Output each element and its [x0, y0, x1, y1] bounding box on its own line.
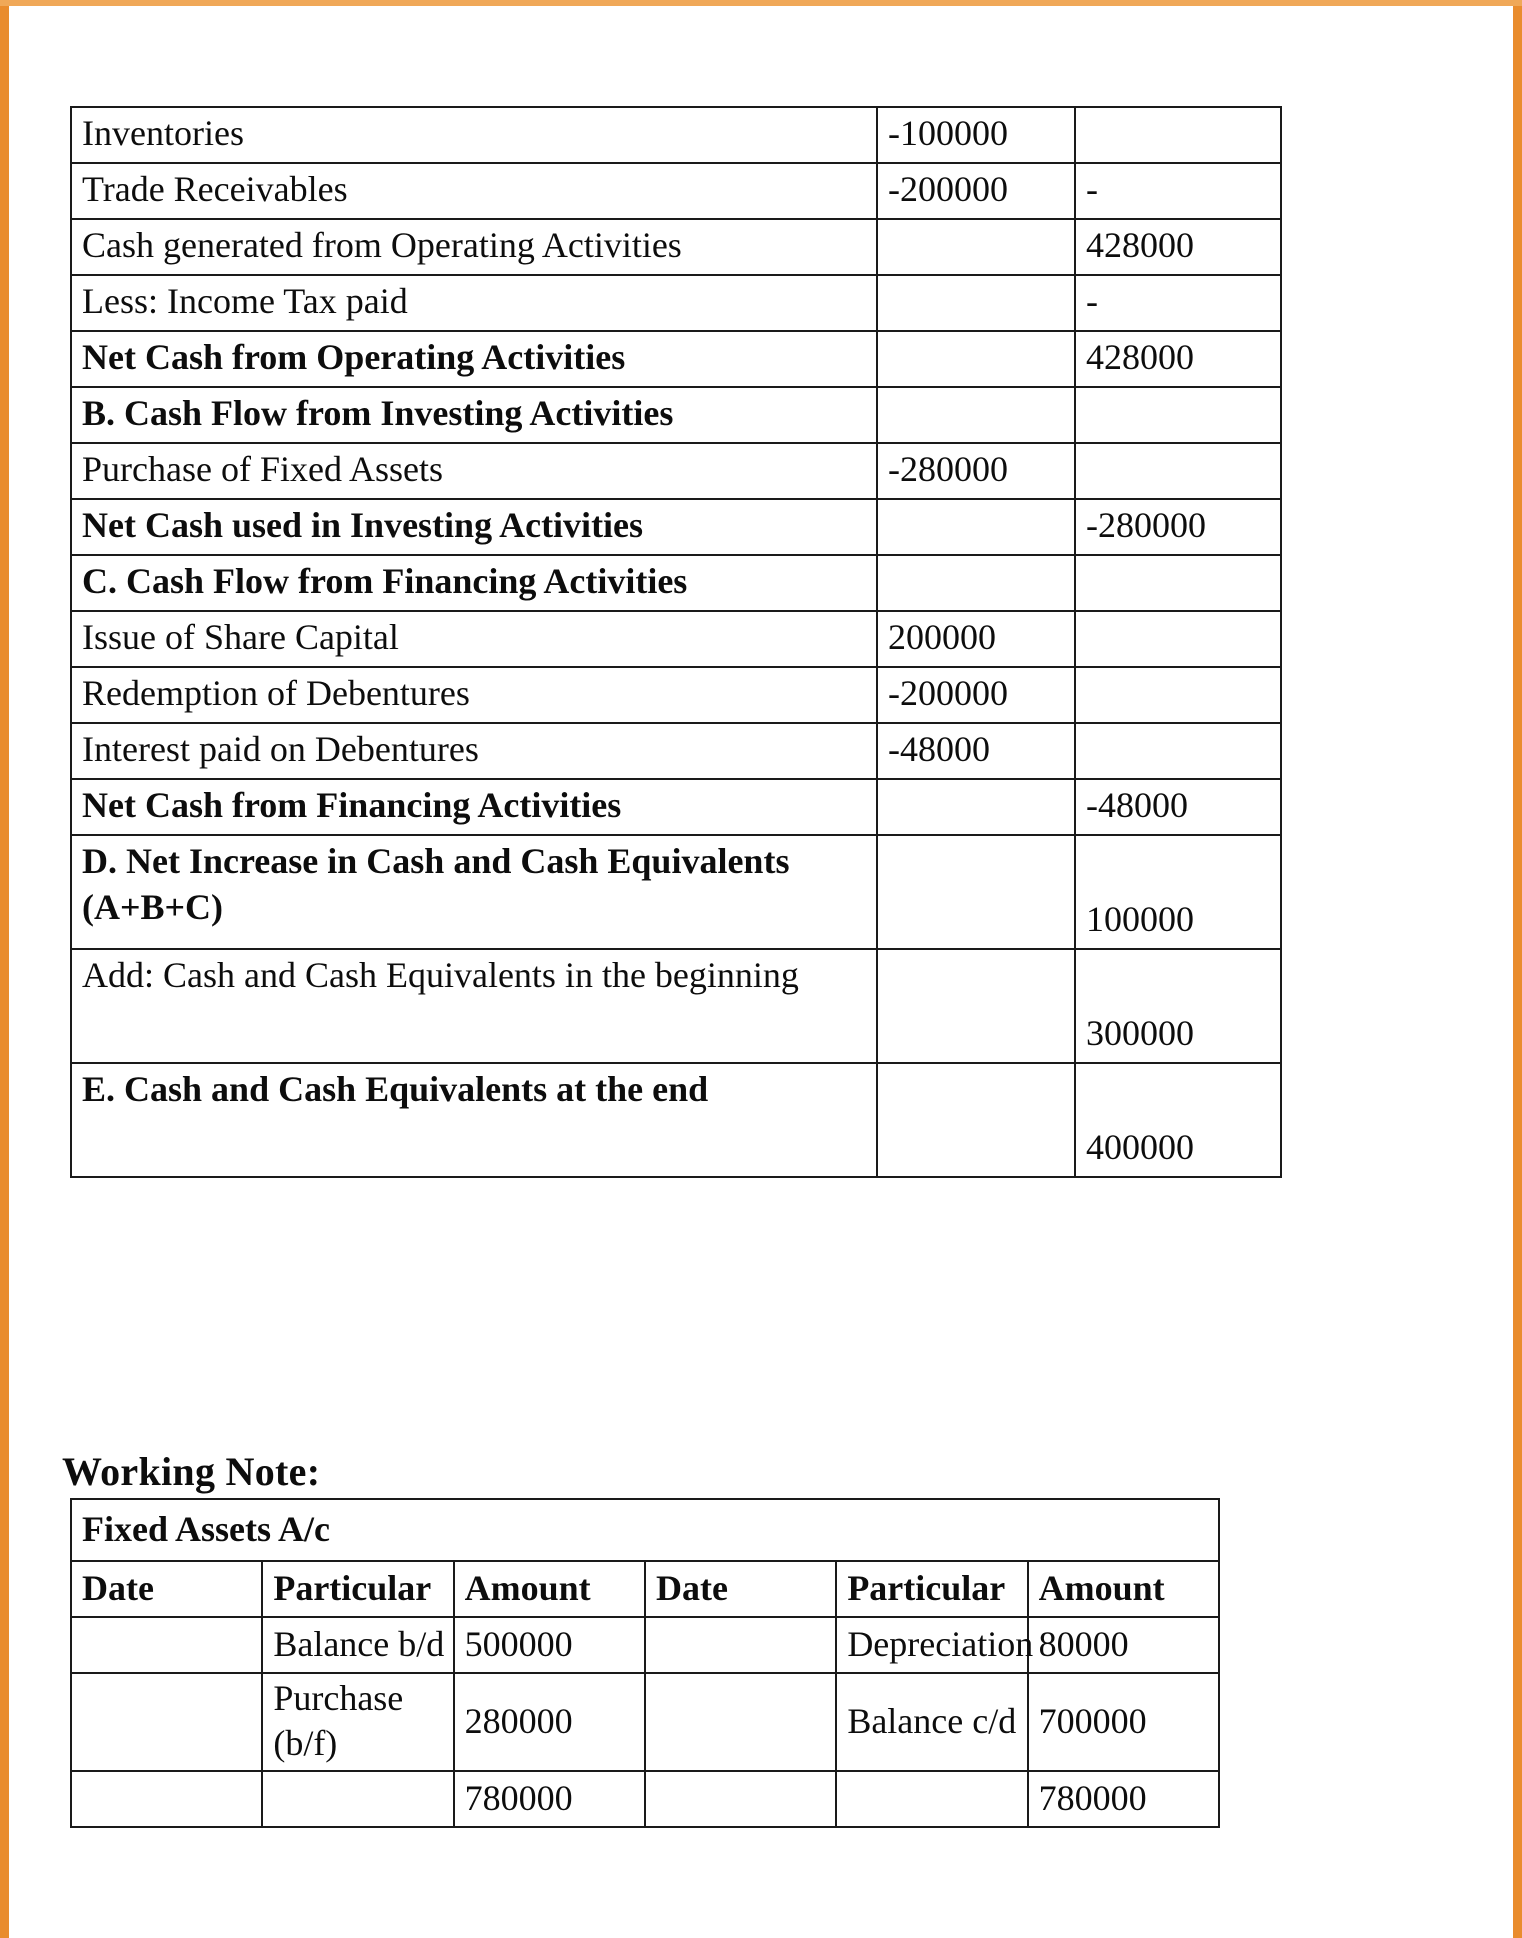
column-header-amount-cr: Amount	[1028, 1561, 1219, 1617]
cell-date-cr	[645, 1771, 836, 1827]
cashflow-amount2-cell: -	[1075, 275, 1281, 331]
cashflow-label-cell: Inventories	[71, 107, 877, 163]
table-row	[71, 1771, 1219, 1827]
table-row	[71, 667, 1281, 723]
cashflow-amount1-cell	[877, 387, 1075, 443]
cell-amount-dr: 500000	[454, 1617, 645, 1673]
cashflow-label-cell: Net Cash used in Investing Activities	[71, 499, 877, 555]
cashflow-amount2-cell: 428000	[1075, 331, 1281, 387]
cashflow-amount2-cell	[1075, 611, 1281, 667]
cashflow-amount1-cell	[877, 1063, 1075, 1177]
cashflow-amount2-cell	[1075, 667, 1281, 723]
cashflow-amount1-cell	[877, 219, 1075, 275]
table-row	[71, 107, 1281, 163]
cell-date-cr	[645, 1617, 836, 1673]
cashflow-label-cell: Add: Cash and Cash Equivalents in the beginning	[71, 949, 877, 1063]
cashflow-amount1-cell: -200000	[877, 163, 1075, 219]
cashflow-amount1-cell	[877, 499, 1075, 555]
table-row	[71, 499, 1281, 555]
cashflow-amount1-cell	[877, 275, 1075, 331]
cashflow-amount1-cell: 200000	[877, 611, 1075, 667]
column-header-amount-dr: Amount	[454, 1561, 645, 1617]
table-row	[71, 949, 1281, 1063]
table-row	[71, 779, 1281, 835]
table-row	[71, 1617, 1219, 1673]
cell-date-cr	[645, 1673, 836, 1771]
table-row	[71, 443, 1281, 499]
cashflow-amount2-cell	[1075, 443, 1281, 499]
cell-amount-dr: 780000	[454, 1771, 645, 1827]
cashflow-label-cell: C. Cash Flow from Financing Activities	[71, 555, 877, 611]
cashflow-label-cell: Purchase of Fixed Assets	[71, 443, 877, 499]
table-row	[71, 1673, 1219, 1771]
table-row	[71, 219, 1281, 275]
cashflow-amount1-cell: -200000	[877, 667, 1075, 723]
cell-date-dr	[71, 1771, 262, 1827]
cashflow-amount1-cell	[877, 949, 1075, 1063]
cashflow-label-cell: E. Cash and Cash Equivalents at the end	[71, 1063, 877, 1177]
cell-amount-cr: 700000	[1028, 1673, 1219, 1771]
table-row	[71, 835, 1281, 949]
cell-particular-dr: Purchase (b/f)	[262, 1673, 453, 1771]
cell-particular-cr: Depreciation	[836, 1617, 1027, 1673]
table-row	[71, 387, 1281, 443]
cashflow-label-cell: Net Cash from Financing Activities	[71, 779, 877, 835]
table-row	[71, 331, 1281, 387]
table-row	[71, 1063, 1281, 1177]
cashflow-label-cell: Cash generated from Operating Activities	[71, 219, 877, 275]
table-row	[71, 723, 1281, 779]
cell-date-dr	[71, 1673, 262, 1771]
column-header-particular-cr: Particular	[836, 1561, 1027, 1617]
cashflow-label-cell: Net Cash from Operating Activities	[71, 331, 877, 387]
cashflow-label-cell: Less: Income Tax paid	[71, 275, 877, 331]
cashflow-amount2-cell: -48000	[1075, 779, 1281, 835]
cashflow-amount1-cell	[877, 555, 1075, 611]
cell-date-dr	[71, 1617, 262, 1673]
cashflow-amount2-cell: 100000	[1075, 835, 1281, 949]
cashflow-amount2-cell: -280000	[1075, 499, 1281, 555]
cashflow-label-cell: Redemption of Debentures	[71, 667, 877, 723]
cashflow-label-cell: Issue of Share Capital	[71, 611, 877, 667]
cell-amount-cr: 780000	[1028, 1771, 1219, 1827]
cell-particular-dr: Balance b/d	[262, 1617, 453, 1673]
fixed-assets-account-table	[70, 1498, 1220, 1828]
cash-flow-statement-table	[70, 106, 1282, 1178]
cashflow-label-cell: Interest paid on Debentures	[71, 723, 877, 779]
cashflow-amount1-cell: -280000	[877, 443, 1075, 499]
column-header-particular-dr: Particular	[262, 1561, 453, 1617]
working-note-heading: Working Note:	[62, 1449, 321, 1494]
table-row	[71, 611, 1281, 667]
cashflow-amount1-cell	[877, 331, 1075, 387]
cashflow-amount2-cell: 400000	[1075, 1063, 1281, 1177]
cashflow-amount2-cell	[1075, 723, 1281, 779]
cashflow-amount2-cell	[1075, 107, 1281, 163]
column-header-date-cr: Date	[645, 1561, 836, 1617]
table-row	[71, 1499, 1219, 1561]
cashflow-label-cell: Trade Receivables	[71, 163, 877, 219]
cashflow-amount1-cell	[877, 779, 1075, 835]
cashflow-amount2-cell: 428000	[1075, 219, 1281, 275]
table-header-row	[71, 1561, 1219, 1617]
table-row	[71, 163, 1281, 219]
cashflow-amount1-cell	[877, 835, 1075, 949]
cashflow-label-cell: B. Cash Flow from Investing Activities	[71, 387, 877, 443]
table-row	[71, 555, 1281, 611]
cell-particular-dr	[262, 1771, 453, 1827]
cashflow-amount2-cell	[1075, 555, 1281, 611]
cell-amount-cr: 80000	[1028, 1617, 1219, 1673]
cashflow-amount1-cell: -100000	[877, 107, 1075, 163]
cell-particular-cr	[836, 1771, 1027, 1827]
column-header-date-dr: Date	[71, 1561, 262, 1617]
cashflow-amount2-cell: 300000	[1075, 949, 1281, 1063]
fixed-assets-account-title: Fixed Assets A/c	[71, 1499, 1219, 1561]
cell-amount-dr: 280000	[454, 1673, 645, 1771]
cashflow-amount1-cell: -48000	[877, 723, 1075, 779]
cell-particular-cr: Balance c/d	[836, 1673, 1027, 1771]
cashflow-amount2-cell: -	[1075, 163, 1281, 219]
cashflow-amount2-cell	[1075, 387, 1281, 443]
cashflow-label-cell: D. Net Increase in Cash and Cash Equivalents (A+B+C)	[71, 835, 877, 949]
table-row	[71, 275, 1281, 331]
